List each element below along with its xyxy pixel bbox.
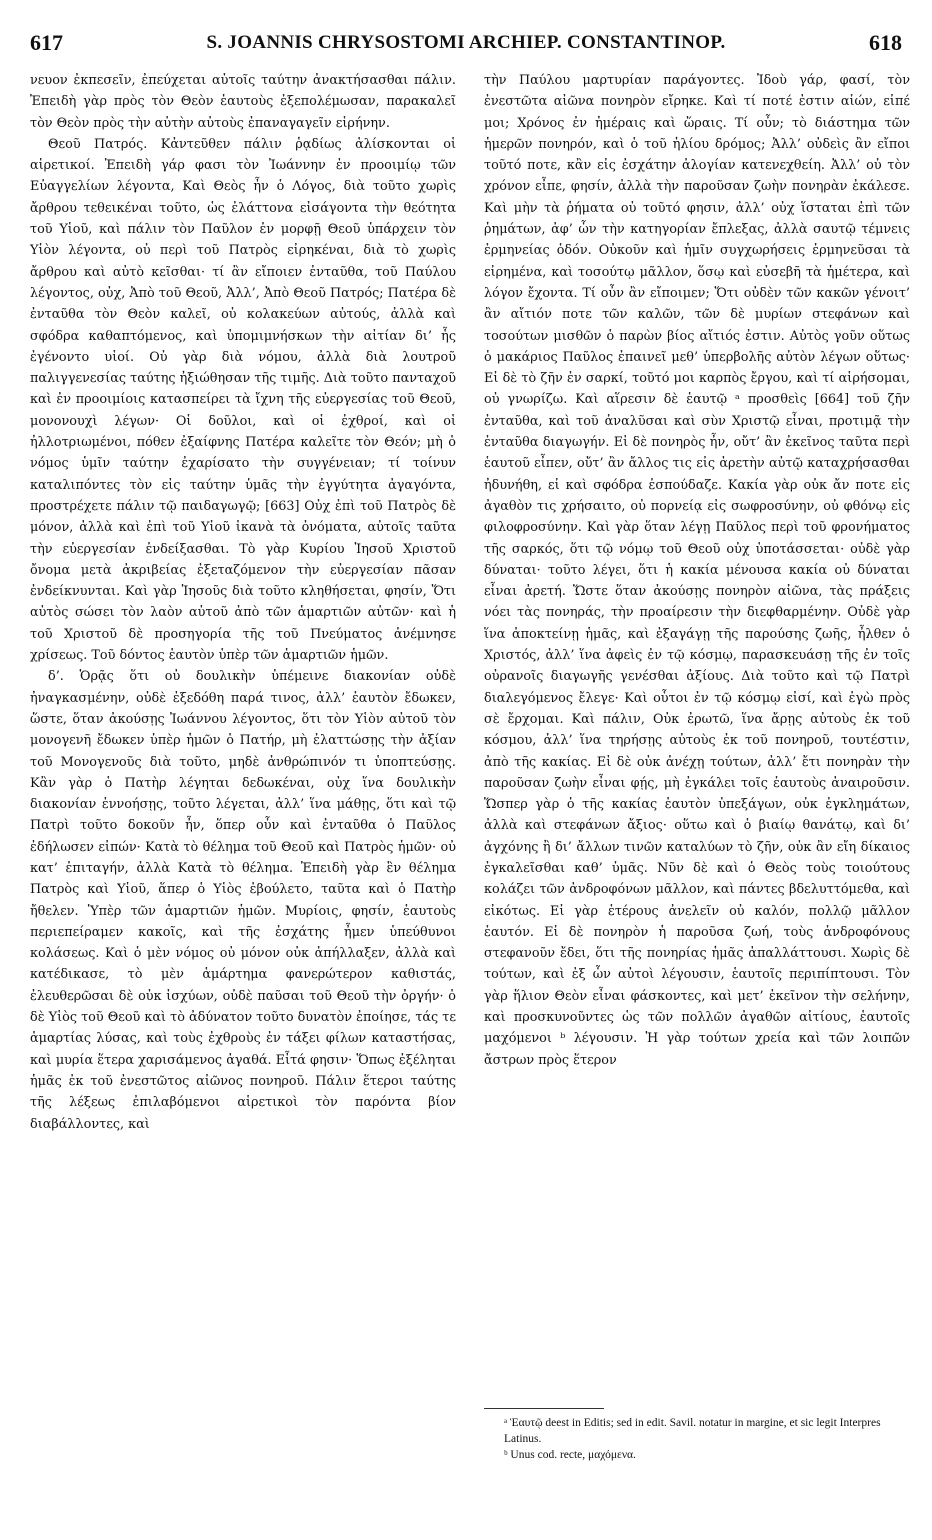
footnote: ᵃ Ἑαυτῷ deest in Editis; sed in edit. Savil. notatur in margine, et sic legit Interpres Latinus. [504, 1417, 881, 1445]
left-paragraph: Θεοῦ Πατρός. Κἀντεῦθεν πάλιν ῥᾳδίως ἁλίσκονται οἱ αἱρετικοί. Ἐπειδὴ γάρ φασι τὸν Ἰωάννην ἐν προοιμίῳ τῶν Εὐαγγελίων λέγοντα, Καὶ Θεὸς ἦν ὁ Λόγος, διὰ τοῦτο χωρὶς ἄρθρου τεθεικέναι τοῦτο, ὡς ἐλάττονα εἰσάγοντα τὴν θεότητα τοῦ Υἱοῦ, καὶ πάλιν τὸν Παῦλον ἐν μορφῇ Θεοῦ ὑπάρχειν τὸν Υἱὸν λέγοντα, οὐ περὶ τοῦ Πατρὸς εἰρηκέναι, διὰ τὸ χωρὶς ἄρθρου καὶ αὐτὸ κεῖσθαι· τί ἂν εἴποιεν ἐνταῦθα, τοῦ Παύλου λέγοντος, οὐχ, Ἀπὸ τοῦ Θεοῦ, Ἀλλ’, Ἀπὸ Θεοῦ Πατρός; Πατέρα δὲ ἐνταῦθα τὸν Θεὸν καλεῖ, οὐ κολακεύων αὐτούς, ἀλλὰ καὶ σφόδρα καθαπτόμενος, καὶ ὑπομιμνήσκων τὴν αἰτίαν δι’ ἧς ἐγένοντο υἱοί. Οὐ γὰρ διὰ νόμου, ἀλλὰ διὰ λουτροῦ παλιγγενεσίας ταύτης ἠξιώθησαν τῆς τιμῆς. Διὰ τοῦτο πανταχοῦ καὶ ἐν προοιμίοις κατασπείρει τὰ ἴχνη τῆς εὐεργεσίας τοῦ Θεοῦ, μονονουχὶ λέγων· Οἱ δοῦλοι, καὶ οἱ ἐχθροί, καὶ οἱ ἠλλοτριωμένοι, πόθεν ἐξαίφνης Πατέρα καλεῖτε τὸν Θεόν; μὴ ὁ νόμος ὑμῖν ταύτην ἐχαρίσατο τὴν συγγένειαν; τί τοίνυν καταλιπόντες τὸν εἰς ταύτην ὑμᾶς τὴν ἐγγύτητα ἀγαγόντα, προστρέχετε πάλιν τῷ παιδαγωγῷ; [663] Οὐχ ἐπὶ τοῦ Πατρὸς δὲ μόνον, ἀλλὰ καὶ ἐπὶ τοῦ Υἱοῦ ἱκανὰ τὰ ὀνόματα, αὐτοῖς ταῦτα τὴν εὐεργεσίαν ἐνδείξασθαι. Τὸ γὰρ Κυρίου Ἰησοῦ Χριστοῦ ὄνομα μετὰ ἀκριβείας ἐξεταζόμενον τὴν εὐεργεσίαν πᾶσαν ἐνδείκνυνται. Καὶ γὰρ Ἰησοῦς διὰ τοῦτο κληθήσεται, φησίν, Ὅτι αὐτὸς σώσει τὸν λαὸν αὐτοῦ ἀπὸ τῶν ἁμαρτιῶν αὐτῶν· καὶ ἡ τοῦ Χριστοῦ δὲ προσηγορία τῆς τοῦ Πνεύματος ἀνέμνησε χρίσεως. Τοῦ δόντος ἑαυτὸν ὑπὲρ τῶν ἁμαρτιῶν ἡμῶν. [30, 136, 456, 664]
footnote: ᵇ Unus cod. recte, μαχόμενα. [504, 1449, 636, 1461]
running-header [30, 30, 902, 60]
footnotes [484, 1408, 910, 1463]
left-column [30, 70, 456, 1135]
page-number-right: 618 [869, 30, 902, 55]
right-column [484, 70, 910, 1071]
left-paragraph: νευον ἐκπεσεῖν, ἐπεύχεται αὐτοῖς ταύτην ἀνακτήσασθαι πάλιν. Ἐπειδὴ γὰρ πρὸς τὸν Θεὸν ἑαυτοὺς ἐξεπολέμωσαν, παρακαλεῖ τὸν Θεὸν πρὸς τὴν αὐτὴν αὐτοὺς ἐπαναγαγεῖν εἰρήνην. [30, 73, 456, 131]
footnote-rule [484, 1408, 604, 1409]
left-paragraph: δ’. Ὁρᾷς ὅτι οὐ δουλικὴν ὑπέμεινε διακονίαν οὐδὲ ἠναγκασμένην, οὐδὲ ἐξεδόθη παρά τινος, ἀλλ’ ἑαυτὸν ἔδωκεν, ὥστε, ὅταν ἀκούσῃς Ἰωάννου λέγοντος, ὅτι τὸν Υἱὸν αὐτοῦ τὸν μονογενῆ ἔδωκεν ὑπὲρ ἡμῶν ὁ Πατήρ, μὴ ἐλαττώσῃς τὴν ἀξίαν τοῦ Μονογενοῦς διὰ τοῦτο, μηδὲ ἀνθρώπινόν τι ὑποπτεύσῃς. Κἂν γὰρ ὁ Πατὴρ λέγηται δεδωκέναι, οὐχ ἵνα δουλικὴν διακονίαν ἐννοήσῃς, τοῦτο λέγεται, ἀλλ’ ἵνα μάθῃς, ὅτι καὶ τῷ Πατρὶ τοῦτο δοκοῦν ἦν, ὅπερ οὖν καὶ ἐνταῦθα ὁ Παῦλος ἐδήλωσεν εἰπών· Κατὰ τὸ θέλημα τοῦ Θεοῦ καὶ Πατρὸς ἡμῶν· οὐ κατ’ ἐπιταγήν, ἀλλὰ Κατὰ τὸ θέλημα. Ἐπειδὴ γὰρ ἓν θέλημα Πατρὸς καὶ Υἱοῦ, ἅπερ ὁ Υἱὸς ἐβούλετο, ταῦτα καὶ ὁ Πατὴρ ἤθελεν. Ὑπὲρ τῶν ἁμαρτιῶν ἡμῶν. Μυρίοις, φησίν, ἑαυτοὺς περιεπείραμεν κακοῖς, καὶ τῆς ἐσχάτης ἦμεν ὑπεύθυνοι κολάσεως. Καὶ ὁ μὲν νόμος οὐ μόνον οὐκ ἀπήλλαξεν, ἀλλὰ καὶ κατέδικασε, τὸ μὲν ἁμάρτημα φανερώτερον καθιστάς, ἐλευθερῶσαι δὲ οὐκ ἰσχύων, οὐδὲ παῦσαι τοῦ Θεοῦ τὴν ὀργήν· ὁ δὲ Υἱὸς τοῦ Θεοῦ καὶ τὸ ἀδύνατον τοῦτο δυνατὸν ἐποίησε, τάς τε ἁμαρτίας λύσας, καὶ τοὺς ἐχθροὺς ἐν τάξει φίλων καταστήσας, καὶ μυρία ἕτερα χαρισάμενος ἀγαθά. Εἶτά φησιν· Ὅπως ἐξέληται ἡμᾶς ἐκ τοῦ ἐνεστῶτος αἰῶνος πονηροῦ. Πάλιν ἕτεροι ταύτης τῆς λέξεως ἐπιλαβόμενοι αἱρετικοὶ τὸν παρόντα βίον διαβάλλοντες, καὶ [30, 669, 456, 1132]
running-title: S. JOANNIS CHRYSOSTOMI ARCHIEP. CONSTANTINOP. [206, 32, 726, 53]
right-paragraph: τὴν Παύλου μαρτυρίαν παράγοντες. Ἰδοὺ γάρ, φασί, τὸν ἐνεστῶτα αἰῶνα πονηρὸν εἴρηκε. Καὶ τί ποτέ ἐστιν αἰών, εἰπέ μοι; Χρόνος ἐν ἡμέραις καὶ ὥραις. Τί οὖν; τὸ διάστημα τῶν ἡμερῶν πονηρόν, καὶ ὁ τοῦ ἡλίου δρόμος; Ἀλλ’ οὐδεὶς ἂν εἴποι τοῦτό ποτε, κἂν εἰς ἐσχάτην ἀλογίαν κατενεχθείη. Ἀλλ’ οὐ τὸν χρόνον εἶπε, φησίν, ἀλλὰ τὴν παροῦσαν ζωὴν πονηρὰν ἐκάλεσε. Καὶ μὴν τὰ ῥήματα οὐ τοῦτό φησιν, ἀλλ’ οὐχ ἵσταται ἐπὶ τῶν ῥημάτων, ἀφ’ ὧν τὴν κατηγορίαν ἔπλεξας, ἀλλὰ σαυτῷ τέμνεις ἑρμηνείας ὁδόν. Οὐκοῦν καὶ ἡμῖν συγχωρήσεις ἑρμηνεῦσαι τὰ εἰρημένα, καὶ τοσούτῳ μᾶλλον, ὅσῳ καὶ εὐσεβῆ τὰ ἡμέτερα, καὶ λόγον ἔχοντα. Τί οὖν ἂν εἴποιμεν; Ὅτι οὐδὲν τῶν κακῶν γένοιτ’ ἂν αἴτιόν ποτε τῶν καλῶν, τῶν δὲ μυρίων στεφάνων καὶ τοσούτων μισθῶν ὁ παρὼν βίος αἴτιός ἐστιν. Αὐτὸς γοῦν οὕτως ὁ μακάριος Παῦλος ἐπαινεῖ μεθ’ ὑπερβολῆς αὐτὸν λέγων οὕτως· Εἰ δὲ τὸ ζῆν ἐν σαρκί, τοῦτό μοι καρπὸς ἔργου, καὶ τί αἱρήσομαι, οὐ γνωρίζω. Καὶ αἵρεσιν δὲ ἑαυτῷ ᵃ προσθεὶς [664] τοῦ ζῆν ἐνταῦθα, καὶ τοῦ ἀναλῦσαι καὶ σὺν Χριστῷ εἶναι, προτιμᾷ τὴν ἐνταῦθα διαγωγήν. Εἰ δὲ πονηρὸς ἦν, οὔτ’ ἂν ἐκεῖνος ταῦτα περὶ ἑαυτοῦ εἶπεν, οὔτ’ ἂν ἄλλος τις εἰς ἀρετὴν αὐτῷ καταχρήσασθαι ἠδυνήθη, εἰ καὶ σφόδρα ἐσπούδαζε. Κακία γὰρ οὐκ ἄν ποτε εἰς ἀγαθὸν τις χρήσαιτο, οὐ πορνείᾳ εἰς σωφροσύνην, οὐ φθόνῳ εἰς φιλοφροσύνην. Καὶ γὰρ ὅταν λέγῃ Παῦλος περὶ τοῦ φρονήματος τῆς σαρκός, ὅτι τῷ νόμῳ τοῦ Θεοῦ οὐχ ὑποτάσσεται· οὐδὲ γὰρ δύναται· τοῦτο λέγει, ὅτι ἡ κακία μένουσα κακία οὐ δύναται εἶναι ἀρετή. Ὥστε ὅταν ἀκούσῃς πονηρὸν αἰῶνα, τὰς πράξεις νόει τὰς πονηράς, τὴν προαίρεσιν τὴν διεφθαρμένην. Οὐδὲ γὰρ ἵνα ἀποκτείνῃ ἡμᾶς, καὶ ἐξαγάγῃ τῆς παρούσης ζωῆς, ἦλθεν ὁ Χριστός, ἀλλ’ ἵνα ἀφεὶς ἐν τῷ κόσμῳ, παρασκευάσῃ τῆς ἐν τοῖς οὐρανοῖς διαγωγῆς γενέσθαι ἀξίους. Διὰ τοῦτο καὶ τῷ Πατρὶ διαλεγόμενος ἔλεγε· Καὶ οὗτοι ἐν τῷ κόσμῳ εἰσί, καὶ ἐγὼ πρὸς σὲ ἔρχομαι. Καὶ πάλιν, Οὐκ ἐρωτῶ, ἵνα ἄρῃς αὐτοὺς ἐκ τοῦ κόσμου, ἀλλ’ ἵνα τηρήσῃς αὐτοὺς ἐκ τοῦ πονηροῦ, τουτέστιν, ἀπὸ τῆς κακίας. Εἰ δὲ οὐκ ἀνέχῃ τούτων, ἀλλ’ ἔτι πονηρὰν τὴν παροῦσαν ζωὴν εἶναι φῄς, μὴ ἐγκάλει τοῖς ἑαυτοὺς ἀναιροῦσιν. Ὥσπερ γὰρ ὁ τῆς κακίας ἑαυτὸν ὑπεξάγων, οὐκ ἐγκλημάτων, ἀλλὰ καὶ στεφάνων ἄξιος· οὕτω καὶ ὁ βιαίῳ θανάτῳ, καὶ δι’ ἀγχόνης ἢ δι’ ἄλλων τινῶν καταλύων τὸ ζῆν, οὐκ ἂν εἴη δίκαιος ἐγκαλεῖσθαι καθ’ ὑμᾶς. Νῦν δὲ καὶ ὁ Θεὸς τοὺς τοιούτους κολάζει τῶν ἀνδροφόνων μᾶλλον, καὶ πάντες βδελυττόμεθα, καὶ εἰκότως. Εἰ γὰρ ἑτέρους ἀνελεῖν οὐ καλόν, πολλῷ μᾶλλον ἑαυτόν. Εἰ δὲ πονηρὸν ἡ παροῦσα ζωή, τοὺς ἀνδροφόνους στεφανοῦν ἔδει, ὅτι τῆς πονηρίας ἡμᾶς ἀπαλλάττουσι. Χωρὶς δὲ τούτων, καὶ ἐξ ὧν αὐτοὶ λέγουσιν, ἑαυτοῖς περιπίπτουσι. Τὸν γὰρ ἥλιον Θεὸν εἶναι φάσκοντες, καὶ μετ’ ἐκεῖνον τὴν σελήνην, καὶ προσκυνοῦντες ὡς τῶν πολλῶν ἀγαθῶν αἰτίους, ἑαυτοῖς μαχόμενοι ᵇ λέγουσιν. Ἡ γὰρ τούτων χρεία καὶ τῶν λοιπῶν ἄστρων πρὸς ἕτερον [484, 73, 910, 1068]
page-number-left: 617 [30, 30, 63, 55]
